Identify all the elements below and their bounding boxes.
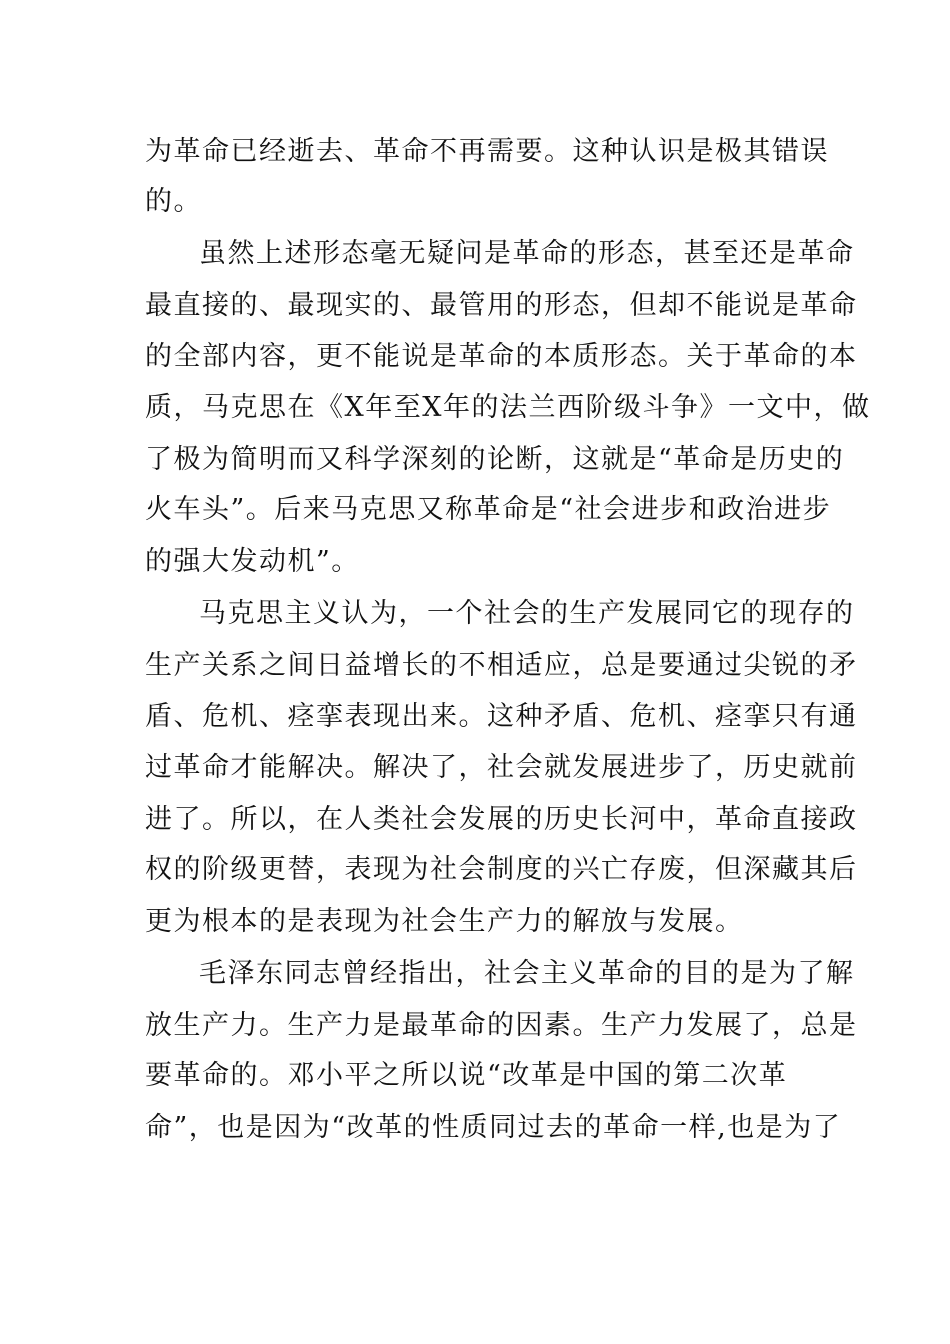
text-line: 最直接的、最现实的、最管用的形态，但却不能说是革命: [145, 290, 858, 321]
text-line: 进了。所以，在人类社会发展的历史长河中，革命直接政: [145, 804, 858, 835]
text-line: 更为根本的是表现为社会生产力的解放与发展。: [145, 906, 744, 937]
text-line: 的全部内容，更不能说是革命的本质形态。关于革命的本: [145, 341, 858, 372]
text-line: 过革命才能解决。解决了，社会就发展进步了，历史就前: [145, 752, 858, 783]
text-line: 生产关系之间日益增长的不相适应，总是要通过尖锐的矛: [145, 650, 858, 681]
paragraph-first-line: 马克思主义认为，一个社会的生产发展同它的现存的: [199, 598, 855, 629]
text-line: 盾、危机、痉挛表现出来。这种矛盾、危机、痉挛只有通: [145, 701, 858, 732]
text-line: 的强大发动机”。: [145, 546, 360, 577]
text-line: 要革命的。邓小平之所以说“改革是中国的第二次革: [145, 1060, 788, 1091]
paragraph-first-line: 虽然上述形态毫无疑问是革命的形态，甚至还是革命: [199, 238, 855, 269]
text-line: 的。: [145, 186, 202, 217]
text-line: 放生产力。生产力是最革命的因素。生产力发展了，总是: [145, 1010, 858, 1041]
paragraph-first-line: 毛泽东同志曾经指出，社会主义革命的目的是为了解: [199, 958, 855, 989]
text-line: 权的阶级更替，表现为社会制度的兴亡存废，但深藏其后: [145, 854, 858, 885]
text-line: 火车头”。后来马克思又称革命是“社会进步和政治进步: [145, 494, 832, 525]
text-line: 了极为简明而又科学深刻的论断，这就是“革命是历史的: [145, 444, 845, 475]
text-line: 命”，也是因为“改革的性质同过去的革命一样,也是为了: [145, 1112, 842, 1143]
text-line: 质，马克思在《X年至X年的法兰西阶级斗争》一文中，做: [145, 392, 871, 423]
text-line: 为革命已经逝去、革命不再需要。这种认识是极其错误: [145, 136, 829, 167]
